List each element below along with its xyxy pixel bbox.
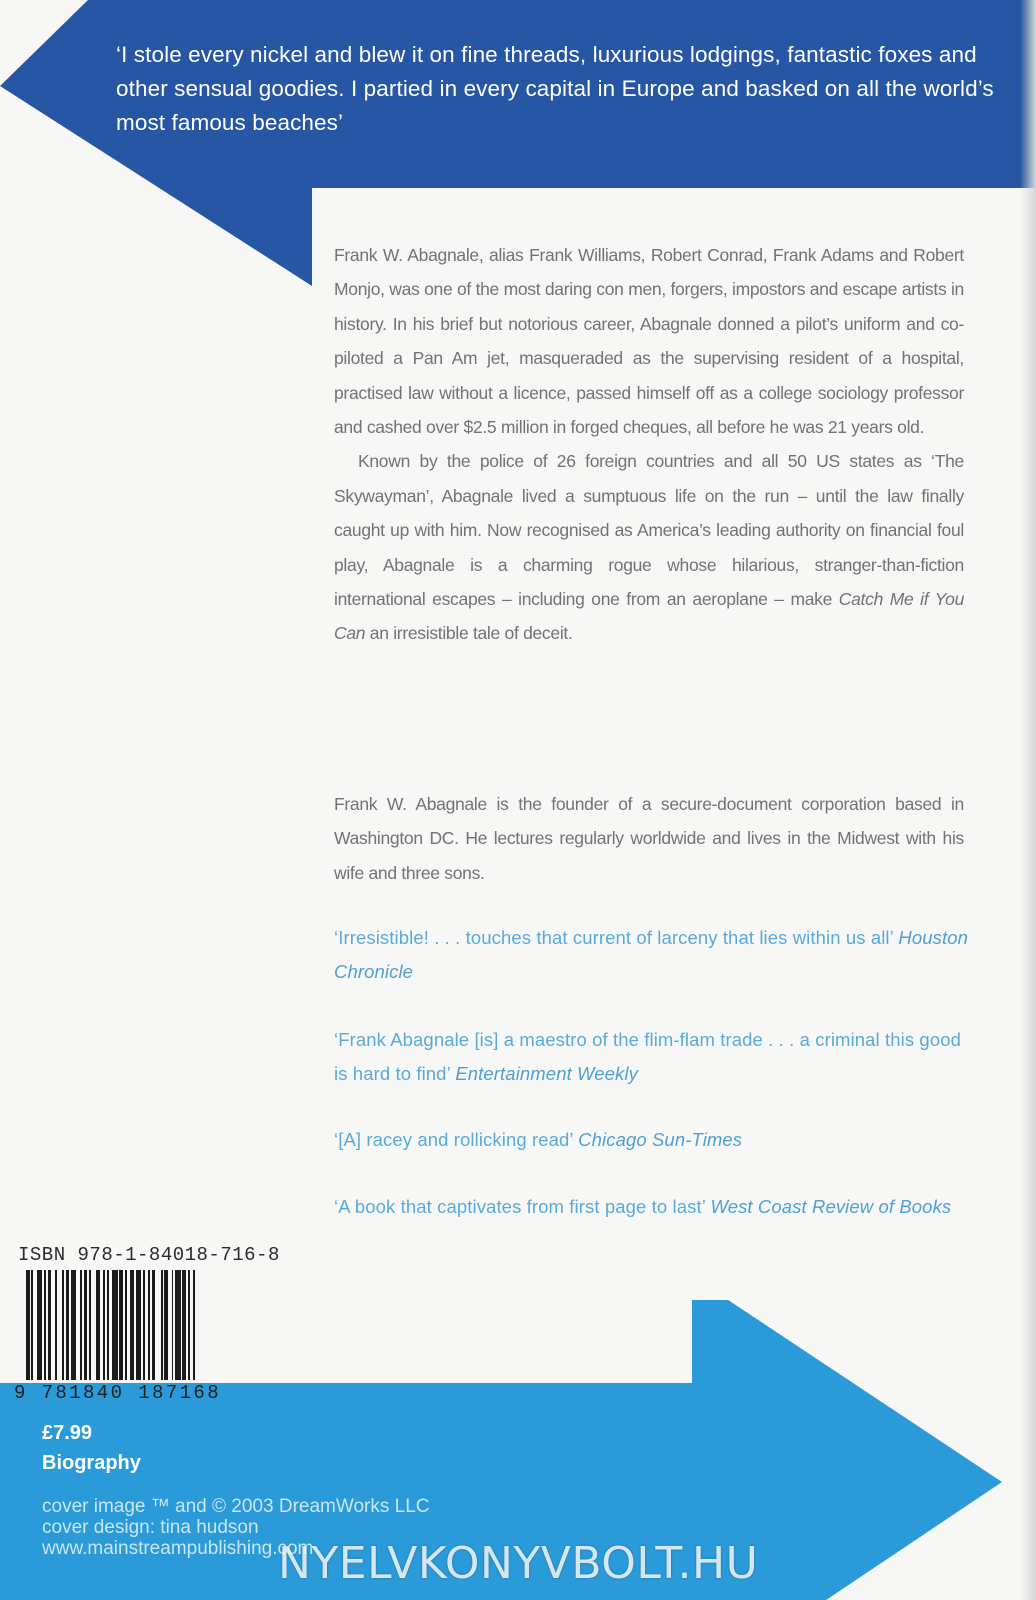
publisher-url: www.mainstreampublishing.com — [42, 1538, 314, 1559]
review-text: ‘Frank Abagnale [is] a maestro of the flim-flam trade . . . a criminal this good is hard to find’ — [334, 1029, 961, 1084]
review-source: Entertainment Weekly — [455, 1063, 638, 1084]
synopsis — [334, 238, 964, 651]
review-quote — [334, 1023, 974, 1091]
review-text: ‘Irresistible! . . . touches that current of larceny that lies within us all’ — [334, 927, 894, 948]
author-bio — [334, 787, 964, 890]
review-text: ‘[A] racey and rollicking read’ — [334, 1129, 573, 1150]
category-label: Biography — [42, 1452, 141, 1474]
review-quote — [334, 1123, 974, 1157]
synopsis-paragraph-1: Frank W. Abagnale, alias Frank Williams, Robert Conrad, Frank Adams and Robert Monjo, was one of the most daring con men, forgers, impostors and escape artists in history. In his brief but notorious career, Abagnale donned a pilot’s uniform and co-piloted a Pan Am jet, masqueraded as the supervising resident of a hospital, practised law without a licence, passed himself off as a college sociology professor and cashed over $2.5 million in forged cheques, all before he was 21 years old. — [334, 245, 964, 438]
review-quote — [334, 1190, 974, 1224]
pull-quote: ‘I stole every nickel and blew it on fine threads, luxurious lodgings, fantastic foxes and other sensual goodies. I partied in every capital in Europe and basked on all the world’s most famous beaches’ — [116, 42, 994, 135]
review-text: ‘A book that captivates from first page to last’ — [334, 1196, 706, 1217]
barcode-bars — [26, 1270, 199, 1380]
cover-edge-shadow — [1020, 0, 1036, 1600]
credit-image: cover image ™ and © 2003 DreamWorks LLC — [42, 1496, 430, 1517]
book-title-italic: Catch Me if You Can — [334, 589, 965, 644]
review-source: Houston Chronicle — [334, 927, 969, 982]
review-source: West Coast Review of Books — [710, 1196, 952, 1217]
synopsis-paragraph-2-text: Known by the police of 26 foreign countries and all 50 US states as ‘The Skywayman’, Abagnale lived a sumptuous life on the run – until the law finally caught up with him. Now recognised as America’s leading authority on financial foul play, Abagnale is a charming rogue whose hilarious, stranger-than-fiction international escapes – including one from an aeroplane – make — [334, 451, 964, 610]
barcode — [14, 1270, 298, 1418]
barcode-digits: 9 781840 187168 — [14, 1382, 222, 1404]
author-bio-text: Frank W. Abagnale is the founder of a secure-document corporation based in Washington DC. He lectures regularly worldwide and lives in the Midwest with his wife and three sons. — [334, 794, 964, 883]
review-quote — [334, 921, 974, 989]
review-source: Chicago Sun-Times — [578, 1129, 743, 1150]
isbn-label: ISBN 978-1-84018-716-8 — [18, 1244, 280, 1266]
barcode-gap — [195, 1270, 199, 1380]
price: £7.99 — [42, 1422, 93, 1444]
credit-design: cover design: tina hudson — [42, 1517, 259, 1538]
synopsis-paragraph-2-end: an irresistible tale of deceit. — [365, 623, 573, 644]
watermark: NYELVKONYVBOLT.HU — [278, 1538, 759, 1589]
synopsis-paragraph-2 — [334, 444, 964, 650]
